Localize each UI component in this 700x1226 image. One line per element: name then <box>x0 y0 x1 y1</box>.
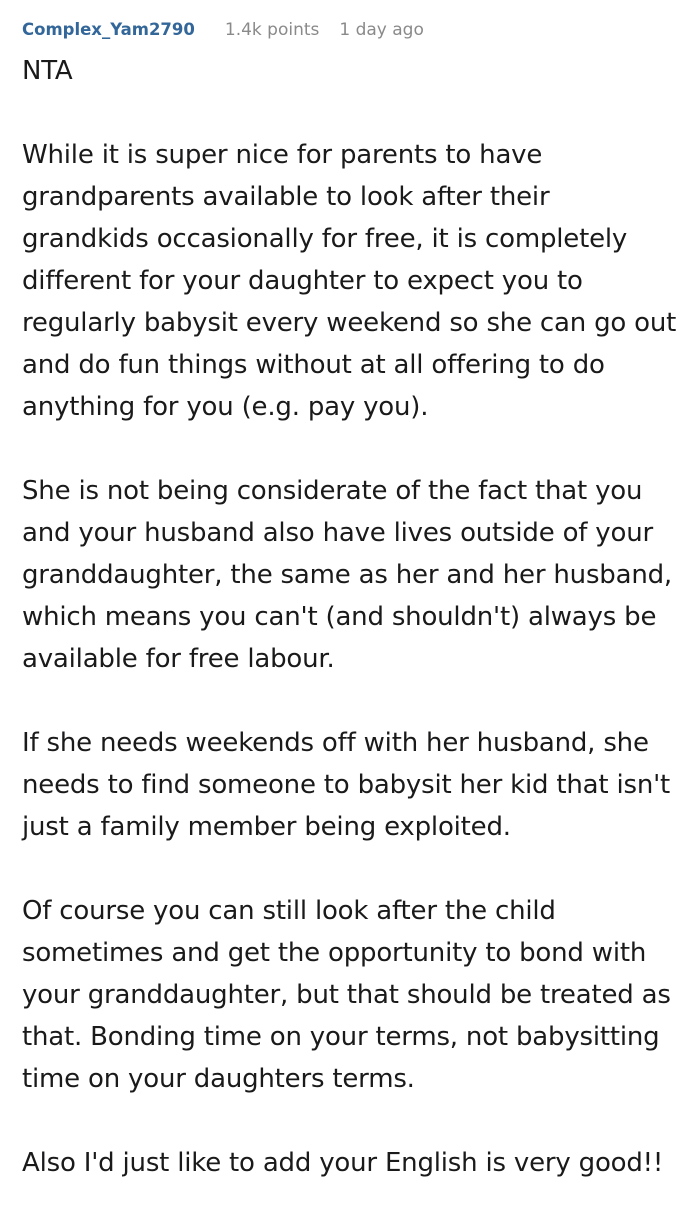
comment-paragraph: While it is super nice for parents to have grandparents available to look after their grandkids occasionally for free, it is completely different for your daughter to expect you to regularly babysit every weekend so she can go out and do fun things without at all offering to do anything for you (e.g. pay you). <box>22 140 677 422</box>
comment-paragraph: Also I'd just like to add your English is very good!! <box>22 1148 664 1178</box>
comment-paragraph: NTA <box>22 56 73 86</box>
comment <box>22 0 682 1178</box>
comment-paragraph: Of course you can still look after the child sometimes and get the opportunity to bond with your granddaughter, but that should be treated as that. Bonding time on your terms, not babysitting time on your daughters terms. <box>22 896 671 1094</box>
comment-timestamp: 1 day ago <box>339 20 424 40</box>
comment-paragraph: If she needs weekends off with her husband, she needs to find someone to babysit her kid that isn't just a family member being exploited. <box>22 728 671 842</box>
comment-paragraph: She is not being considerate of the fact that you and your husband also have lives outside of your granddaughter, the same as her and her husband, which means you can't (and shouldn't) always be available for free labour. <box>22 476 672 674</box>
comment-points: 1.4k points <box>224 20 320 40</box>
comment-body <box>22 50 682 1226</box>
comment-author-link[interactable]: Complex_Yam2790 <box>22 20 195 39</box>
